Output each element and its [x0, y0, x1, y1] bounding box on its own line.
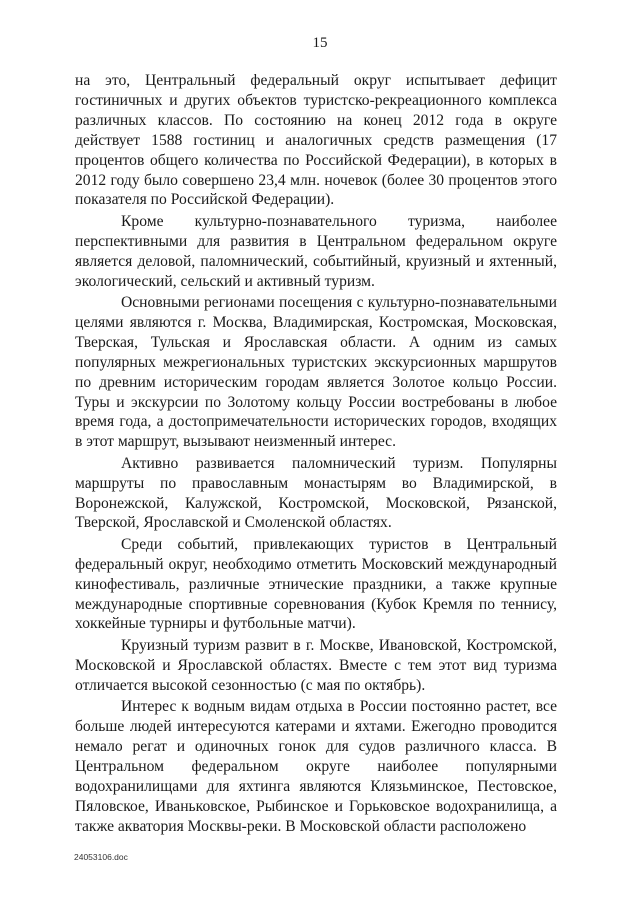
- paragraph: Активно развивается паломнический туризм. Популярны маршруты по православным монастырям во Владимирской, в Воронежской, Калужской, Костромской, Московской, Рязанской, Тверской, Ярославской и Смоленской областях.: [75, 454, 557, 532]
- document-body: [75, 71, 557, 838]
- paragraph: на это, Центральный федеральный округ испытывает дефицит гостиничных и других объектов туристско-рекреационного комплекса различных классов. По состоянию на конец 2012 года в округе действует 1588 гостиниц и аналогичных средств размещения (17 процентов общего количества по Российской Федерации), в которых в 2012 году было совершено 23,4 млн. ночевок (более 30 процентов этого показателя по Российской Федерации).: [75, 72, 557, 209]
- paragraph: Круизный туризм развит в г. Москве, Ивановской, Костромской, Московской и Ярославской областях. Вместе с тем этот вид туризма отличается высокой сезонностью (с мая по октябрь).: [75, 636, 557, 694]
- paragraph: Интерес к водным видам отдыха в России постоянно растет, все больше людей интересуются катерами и яхтами. Ежегодно проводится немало регат и одиночных гонок для судов различного класса. В Центральном федеральном округе наиболее популярными водохранилищами для яхтинга являются Клязьминское, Пестовское, Пяловское, Иваньковское, Рыбинское и Горьковское водохранилища, а также акватория Москвы-реки. В Московской области расположено: [75, 698, 557, 835]
- file-name-footer: 24053106.doc: [74, 852, 128, 862]
- paragraph: Среди событий, привлекающих туристов в Центральный федеральный округ, необходимо отметить Московский международный кинофестиваль, различные этнические праздники, а также крупные международные спортивные соревнования (Кубок Кремля по теннису, хоккейные турниры и футбольные матчи).: [75, 535, 557, 633]
- paragraph: Кроме культурно-познавательного туризма, наиболее перспективными для развития в Центральном федеральном округе является деловой, паломнический, событийный, круизный и яхтенный, экологический, сельский и активный туризм.: [75, 212, 557, 290]
- paragraph: Основными регионами посещения с культурно-познавательными целями являются г. Москва, Владимирская, Костромская, Московская, Тверская, Тульская и Ярославская области. А одним из самых популярных межрегиональных туристских экскурсионных маршрутов по древним историческим городам является Золотое кольцо России. Туры и экскурсии по Золотому кольцу России востребованы в любое время года, а достопримечательности исторических городов, входящих в этот маршрут, вызывают неизменный интерес.: [75, 293, 557, 451]
- page-number: 15: [312, 35, 328, 51]
